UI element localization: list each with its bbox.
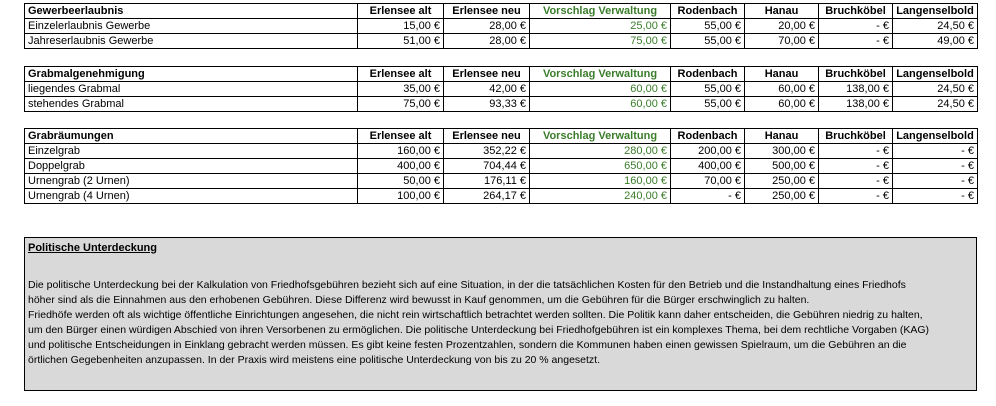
fee-cell: 60,00 € — [530, 97, 671, 112]
table-title: Gewerbeerlaubnis — [25, 4, 358, 19]
fee-cell: 60,00 € — [530, 82, 671, 97]
fee-cell: 25,00 € — [530, 19, 671, 34]
fee-cell: 138,00 € — [819, 82, 893, 97]
grabraeumungen-table — [24, 128, 978, 204]
column-header: Rodenbach — [671, 4, 745, 19]
fee-cell: 650,00 € — [530, 159, 671, 174]
column-header: Erlensee alt — [358, 67, 444, 82]
fee-cell: 400,00 € — [358, 159, 444, 174]
column-header: Vorschlag Verwaltung — [530, 129, 671, 144]
row-label: Urnengrab (4 Urnen) — [25, 189, 358, 204]
column-header: Rodenbach — [671, 67, 745, 82]
fee-cell: 200,00 € — [671, 144, 745, 159]
column-header: Langenselbold — [893, 129, 978, 144]
row-label: Einzelgrab — [25, 144, 358, 159]
fee-cell: - € — [819, 34, 893, 49]
column-header: Bruchköbel — [819, 129, 893, 144]
fee-cell: 75,00 € — [530, 34, 671, 49]
fee-cell: 55,00 € — [671, 97, 745, 112]
row-label: Doppelgrab — [25, 159, 358, 174]
column-header: Langenselbold — [893, 4, 978, 19]
column-header: Erlensee neu — [444, 67, 530, 82]
table-header-row — [25, 67, 978, 82]
table-title: Grabräumungen — [25, 129, 358, 144]
fee-cell: 60,00 € — [745, 97, 819, 112]
column-header: Vorschlag Verwaltung — [530, 4, 671, 19]
fee-cell: - € — [819, 19, 893, 34]
fee-cell: - € — [893, 189, 978, 204]
fee-cell: 138,00 € — [819, 97, 893, 112]
fee-cell: 352,22 € — [444, 144, 530, 159]
fee-cell: 50,00 € — [358, 174, 444, 189]
fee-cell: 160,00 € — [358, 144, 444, 159]
fee-cell: 55,00 € — [671, 82, 745, 97]
fee-cell: 400,00 € — [671, 159, 745, 174]
fee-cell: - € — [819, 144, 893, 159]
fee-cell: 160,00 € — [530, 174, 671, 189]
fee-cell: 55,00 € — [671, 34, 745, 49]
fee-cell: - € — [819, 159, 893, 174]
column-header: Bruchköbel — [819, 4, 893, 19]
fee-cell: - € — [819, 189, 893, 204]
fee-cell: 55,00 € — [671, 19, 745, 34]
column-header: Vorschlag Verwaltung — [530, 67, 671, 82]
fee-cell: 250,00 € — [745, 174, 819, 189]
table-header-row — [25, 4, 978, 19]
fee-cell: 300,00 € — [745, 144, 819, 159]
fee-cell: 704,44 € — [444, 159, 530, 174]
fee-cell: 60,00 € — [745, 82, 819, 97]
fee-cell: 70,00 € — [671, 174, 745, 189]
fee-cell: 100,00 € — [358, 189, 444, 204]
table-header-row — [25, 129, 978, 144]
fee-cell: 280,00 € — [530, 144, 671, 159]
table-row — [25, 189, 978, 204]
fee-cell: - € — [893, 174, 978, 189]
row-label: Jahreserlaubnis Gewerbe — [25, 34, 358, 49]
fee-cell: 24,50 € — [893, 97, 978, 112]
fee-cell: 70,00 € — [745, 34, 819, 49]
column-header: Erlensee neu — [444, 129, 530, 144]
fee-cell: - € — [893, 144, 978, 159]
fee-cell: 176,11 € — [444, 174, 530, 189]
table-row — [25, 144, 978, 159]
table-row — [25, 82, 978, 97]
table-row — [25, 19, 978, 34]
table-title: Grabmalgenehmigung — [25, 67, 358, 82]
fee-cell: 20,00 € — [745, 19, 819, 34]
table-row — [25, 97, 978, 112]
fee-cell: 51,00 € — [358, 34, 444, 49]
grabmalgenehmigung-table — [24, 66, 978, 112]
column-header: Erlensee neu — [444, 4, 530, 19]
fee-cell: 75,00 € — [358, 97, 444, 112]
row-label: Urnengrab (2 Urnen) — [25, 174, 358, 189]
fee-cell: 49,00 € — [893, 34, 978, 49]
note-text: Die politische Unterdeckung bei der Kalkulation von Friedhofsgebühren bezieht sich auf eine Situation, in der die tatsächlichen Kosten für den Betrieb und die Instandhaltung eines Friedhofs höher sind als die Einnahmen aus den erhobenen Gebühren. Diese Differenz wird bewusst in Kauf genommen, um die Gebühren für die Bürger erschwinglich zu halten. Friedhöfe werden oft als wichtige öffentliche Einrichtungen angesehen, die nicht rein wirtschaftlich betrachtet werden sollten. Die Politik kann daher entscheiden, die Gebühren niedrig zu halten, um den Bürger einen würdigen Abschied von ihren Versorbenen zu ermöglichen. Die politische Unterdeckung bei Friedhofgebühren ist ein komplexes Thema, bei dem rechtliche Vorgaben (KAG) und politische Entscheidungen in Einklang gebracht werden müssen. Es gibt keine festen Prozentzahlen, sondern die Kommunen haben einen gewissen Spielraum, um die Gebühren an die örtlichen Gegebenheiten anzupassen. In der Praxis wird meistens eine politische Unterdeckung von bis zu 20 % angesetzt. — [28, 279, 929, 366]
fee-cell: - € — [819, 174, 893, 189]
row-label: liegendes Grabmal — [25, 82, 358, 97]
note-title: Politische Unterdeckung — [28, 242, 157, 254]
column-header: Erlensee alt — [358, 129, 444, 144]
column-header: Hanau — [745, 129, 819, 144]
fee-cell: 35,00 € — [358, 82, 444, 97]
table-row — [25, 34, 978, 49]
fee-cell: 24,50 € — [893, 82, 978, 97]
fee-cell: - € — [893, 159, 978, 174]
row-label: stehendes Grabmal — [25, 97, 358, 112]
fee-cell: - € — [671, 189, 745, 204]
fee-cell: 250,00 € — [745, 189, 819, 204]
column-header: Langenselbold — [893, 67, 978, 82]
fee-cell: 15,00 € — [358, 19, 444, 34]
fee-cell: 24,50 € — [893, 19, 978, 34]
column-header: Hanau — [745, 4, 819, 19]
fee-cell: 42,00 € — [444, 82, 530, 97]
fee-cell: 264,17 € — [444, 189, 530, 204]
table-row — [25, 174, 978, 189]
fee-cell: 240,00 € — [530, 189, 671, 204]
fee-cell: 28,00 € — [444, 19, 530, 34]
column-header: Rodenbach — [671, 129, 745, 144]
fee-cell: 93,33 € — [444, 97, 530, 112]
column-header: Hanau — [745, 67, 819, 82]
row-label: Einzelerlaubnis Gewerbe — [25, 19, 358, 34]
fee-cell: 28,00 € — [444, 34, 530, 49]
column-header: Erlensee alt — [358, 4, 444, 19]
fee-cell: 500,00 € — [745, 159, 819, 174]
gewerbeerlaubnis-table — [24, 3, 978, 49]
column-header: Bruchköbel — [819, 67, 893, 82]
political-underfunding-note — [24, 237, 977, 391]
table-row — [25, 159, 978, 174]
